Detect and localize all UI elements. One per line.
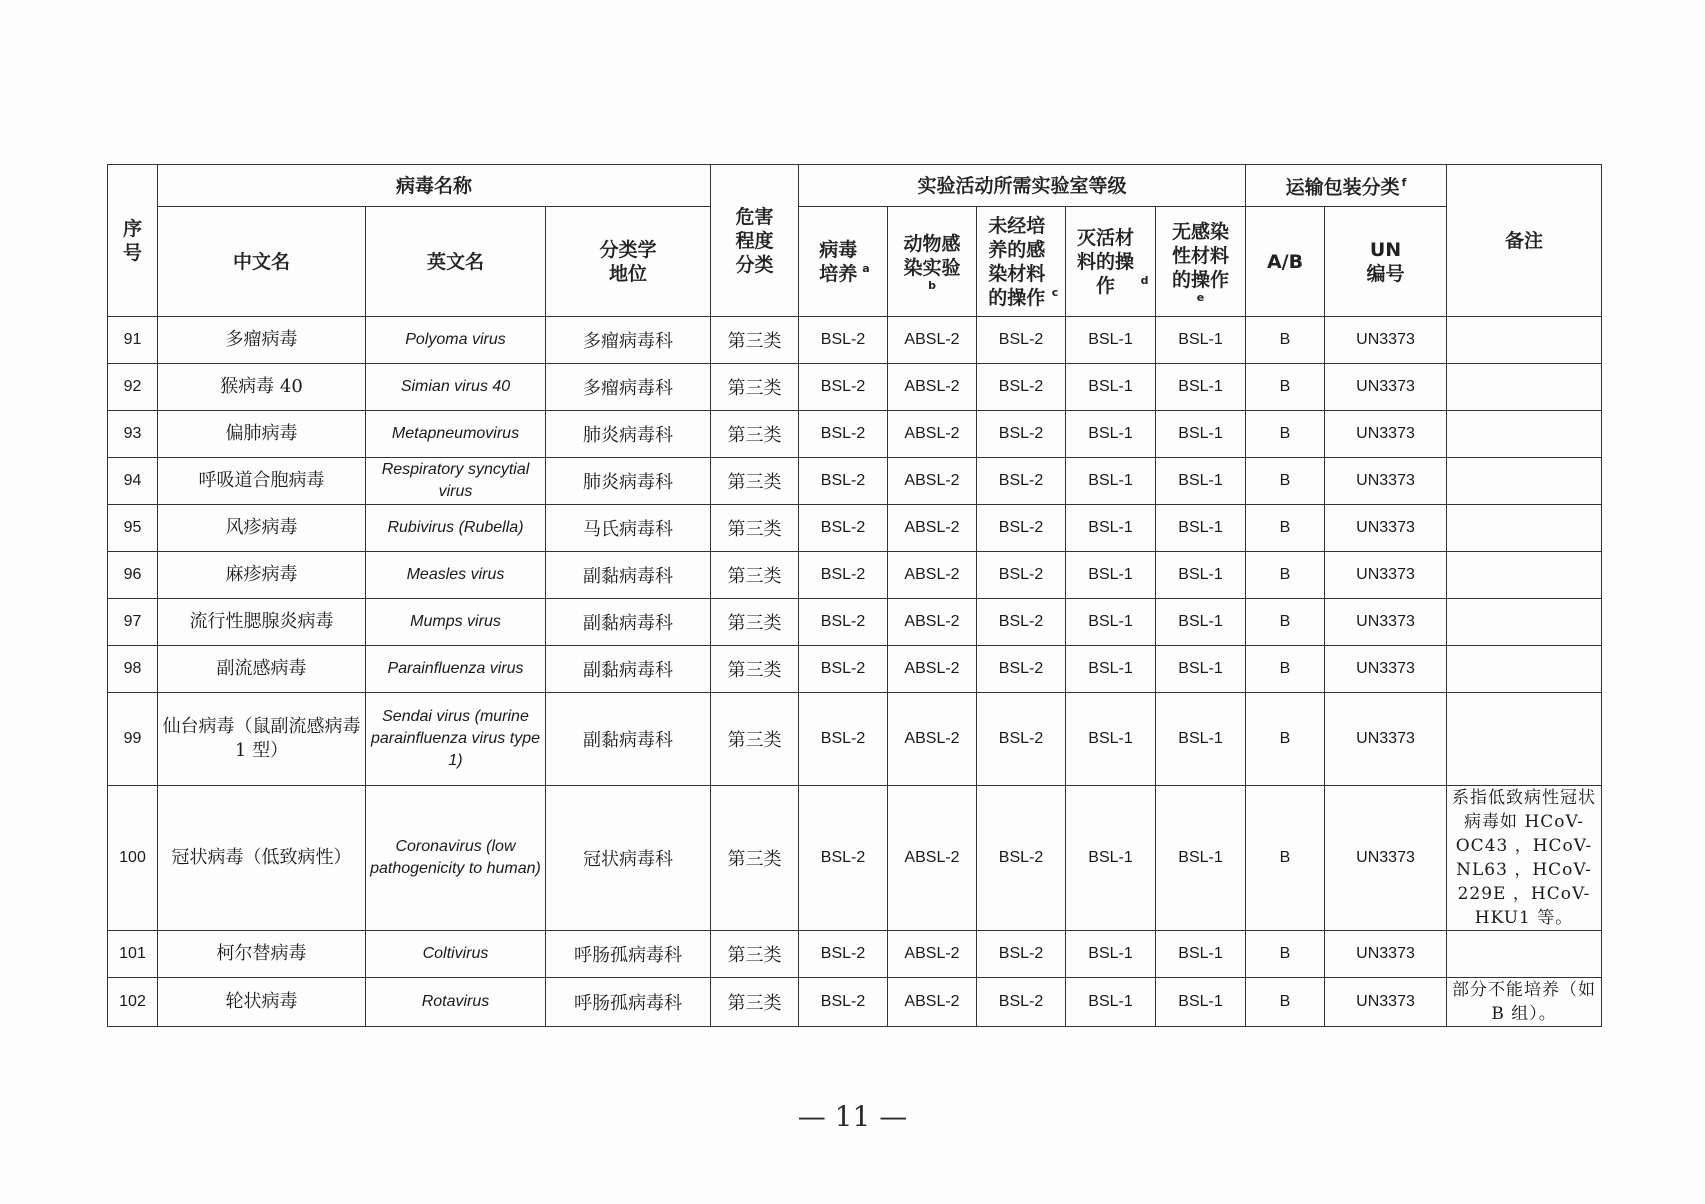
un-number: UN3373 bbox=[1325, 599, 1447, 646]
uncultured-material-level: BSL-2 bbox=[977, 978, 1066, 1027]
header-un: UN编号 bbox=[1325, 207, 1447, 317]
header-en-name: 英文名 bbox=[366, 207, 546, 317]
non-infectious-material-level: BSL-1 bbox=[1156, 786, 1246, 931]
taxon: 多瘤病毒科 bbox=[546, 317, 711, 364]
taxon: 副黏病毒科 bbox=[546, 693, 711, 786]
virus-culture-level: BSL-2 bbox=[799, 599, 888, 646]
english-name: Simian virus 40 bbox=[366, 364, 546, 411]
taxon: 副黏病毒科 bbox=[546, 599, 711, 646]
header-hazard: 危害程度分类 bbox=[711, 165, 799, 317]
non-infectious-material-level: BSL-1 bbox=[1156, 411, 1246, 458]
animal-infection-level: ABSL-2 bbox=[888, 552, 977, 599]
transport-ab: B bbox=[1246, 411, 1325, 458]
remark bbox=[1447, 931, 1602, 978]
chinese-name: 仙台病毒（鼠副流感病毒 1 型） bbox=[158, 693, 366, 786]
header-virus-name: 病毒名称 bbox=[158, 165, 711, 207]
remark bbox=[1447, 599, 1602, 646]
english-name: Polyoma virus bbox=[366, 317, 546, 364]
hazard-class: 第三类 bbox=[711, 931, 799, 978]
animal-infection-level: ABSL-2 bbox=[888, 411, 977, 458]
uncultured-material-level: BSL-2 bbox=[977, 505, 1066, 552]
hazard-class: 第三类 bbox=[711, 978, 799, 1027]
animal-infection-level: ABSL-2 bbox=[888, 505, 977, 552]
header-taxon: 分类学地位 bbox=[546, 207, 711, 317]
transport-ab: B bbox=[1246, 458, 1325, 505]
virus-culture-level: BSL-2 bbox=[799, 364, 888, 411]
chinese-name: 柯尔替病毒 bbox=[158, 931, 366, 978]
header-transport: 运输包装分类 $^f$ bbox=[1246, 165, 1447, 207]
non-infectious-material-level: BSL-1 bbox=[1156, 317, 1246, 364]
header-virus-culture: 病毒培养 $^a$ bbox=[799, 207, 888, 317]
english-name: Parainfluenza virus bbox=[366, 646, 546, 693]
inactivated-material-level: BSL-1 bbox=[1066, 693, 1156, 786]
virus-culture-level: BSL-2 bbox=[799, 931, 888, 978]
english-name: Rubivirus (Rubella) bbox=[366, 505, 546, 552]
transport-ab: B bbox=[1246, 978, 1325, 1027]
animal-infection-level: ABSL-2 bbox=[888, 786, 977, 931]
english-name: Rotavirus bbox=[366, 978, 546, 1027]
inactivated-material-level: BSL-1 bbox=[1066, 458, 1156, 505]
transport-ab: B bbox=[1246, 317, 1325, 364]
uncultured-material-level: BSL-2 bbox=[977, 693, 1066, 786]
animal-infection-level: ABSL-2 bbox=[888, 646, 977, 693]
english-name: Coltivirus bbox=[366, 931, 546, 978]
inactivated-material-level: BSL-1 bbox=[1066, 978, 1156, 1027]
un-number: UN3373 bbox=[1325, 693, 1447, 786]
table-row bbox=[108, 978, 1602, 1027]
virus-culture-level: BSL-2 bbox=[799, 317, 888, 364]
chinese-name: 猴病毒 40 bbox=[158, 364, 366, 411]
inactivated-material-level: BSL-1 bbox=[1066, 599, 1156, 646]
page-number: — 11 — bbox=[797, 1100, 908, 1133]
header-cn-name: 中文名 bbox=[158, 207, 366, 317]
uncultured-material-level: BSL-2 bbox=[977, 646, 1066, 693]
non-infectious-material-level: BSL-1 bbox=[1156, 646, 1246, 693]
english-name: Metapneumovirus bbox=[366, 411, 546, 458]
table-row bbox=[108, 458, 1602, 505]
chinese-name: 麻疹病毒 bbox=[158, 552, 366, 599]
english-name: Coronavirus (low pathogenicity to human) bbox=[366, 786, 546, 931]
taxon: 呼肠孤病毒科 bbox=[546, 931, 711, 978]
hazard-class: 第三类 bbox=[711, 458, 799, 505]
english-name: Respiratory syncytial virus bbox=[366, 458, 546, 505]
un-number: UN3373 bbox=[1325, 505, 1447, 552]
header-remark: 备注 bbox=[1447, 165, 1602, 317]
animal-infection-level: ABSL-2 bbox=[888, 599, 977, 646]
remark bbox=[1447, 646, 1602, 693]
taxon: 肺炎病毒科 bbox=[546, 411, 711, 458]
table-header bbox=[108, 165, 1602, 317]
non-infectious-material-level: BSL-1 bbox=[1156, 599, 1246, 646]
row-number: 97 bbox=[108, 599, 158, 646]
remark bbox=[1447, 317, 1602, 364]
un-number: UN3373 bbox=[1325, 646, 1447, 693]
animal-infection-level: ABSL-2 bbox=[888, 693, 977, 786]
un-number: UN3373 bbox=[1325, 978, 1447, 1027]
uncultured-material-level: BSL-2 bbox=[977, 458, 1066, 505]
remark bbox=[1447, 411, 1602, 458]
animal-infection-level: ABSL-2 bbox=[888, 364, 977, 411]
un-number: UN3373 bbox=[1325, 411, 1447, 458]
taxon: 多瘤病毒科 bbox=[546, 364, 711, 411]
hazard-class: 第三类 bbox=[711, 552, 799, 599]
taxon: 呼肠孤病毒科 bbox=[546, 978, 711, 1027]
virus-culture-level: BSL-2 bbox=[799, 505, 888, 552]
taxon: 马氏病毒科 bbox=[546, 505, 711, 552]
uncultured-material-level: BSL-2 bbox=[977, 931, 1066, 978]
english-name: Sendai virus (murine parainfluenza virus type 1) bbox=[366, 693, 546, 786]
transport-ab: B bbox=[1246, 505, 1325, 552]
remark bbox=[1447, 364, 1602, 411]
header-animal-infection: 动物感染实验 b bbox=[888, 207, 977, 317]
table-row bbox=[108, 646, 1602, 693]
uncultured-material-level: BSL-2 bbox=[977, 364, 1066, 411]
table-row bbox=[108, 599, 1602, 646]
inactivated-material-level: BSL-1 bbox=[1066, 931, 1156, 978]
table-row bbox=[108, 505, 1602, 552]
non-infectious-material-level: BSL-1 bbox=[1156, 552, 1246, 599]
animal-infection-level: ABSL-2 bbox=[888, 978, 977, 1027]
row-number: 94 bbox=[108, 458, 158, 505]
hazard-class: 第三类 bbox=[711, 693, 799, 786]
non-infectious-material-level: BSL-1 bbox=[1156, 458, 1246, 505]
row-number: 98 bbox=[108, 646, 158, 693]
uncultured-material-level: BSL-2 bbox=[977, 786, 1066, 931]
header-non-infectious-material: 无感染性材料的操作 e bbox=[1156, 207, 1246, 317]
un-number: UN3373 bbox=[1325, 786, 1447, 931]
row-number: 100 bbox=[108, 786, 158, 931]
taxon: 肺炎病毒科 bbox=[546, 458, 711, 505]
uncultured-material-level: BSL-2 bbox=[977, 317, 1066, 364]
hazard-class: 第三类 bbox=[711, 317, 799, 364]
chinese-name: 多瘤病毒 bbox=[158, 317, 366, 364]
table-row bbox=[108, 411, 1602, 458]
table-row bbox=[108, 364, 1602, 411]
table-row bbox=[108, 552, 1602, 599]
non-infectious-material-level: BSL-1 bbox=[1156, 693, 1246, 786]
virus-culture-level: BSL-2 bbox=[799, 411, 888, 458]
english-name: Measles virus bbox=[366, 552, 546, 599]
inactivated-material-level: BSL-1 bbox=[1066, 646, 1156, 693]
transport-ab: B bbox=[1246, 931, 1325, 978]
non-infectious-material-level: BSL-1 bbox=[1156, 364, 1246, 411]
inactivated-material-level: BSL-1 bbox=[1066, 505, 1156, 552]
virus-culture-level: BSL-2 bbox=[799, 978, 888, 1027]
taxon: 副黏病毒科 bbox=[546, 646, 711, 693]
chinese-name: 副流感病毒 bbox=[158, 646, 366, 693]
virus-culture-level: BSL-2 bbox=[799, 693, 888, 786]
header-ab: A/B bbox=[1246, 207, 1325, 317]
row-number: 99 bbox=[108, 693, 158, 786]
taxon: 副黏病毒科 bbox=[546, 552, 711, 599]
remark bbox=[1447, 458, 1602, 505]
animal-infection-level: ABSL-2 bbox=[888, 931, 977, 978]
header-uncultured-material: 未经培养的感染材料的操作 $^c$ bbox=[977, 207, 1066, 317]
table-row bbox=[108, 693, 1602, 786]
remark: 系指低致病性冠状病毒如 HCoV-OC43 ，HCoV-NL63 ，HCoV-229E ，HCoV-HKU1 等。 bbox=[1447, 786, 1602, 931]
row-number: 96 bbox=[108, 552, 158, 599]
row-number: 91 bbox=[108, 317, 158, 364]
remark: 部分不能培养（如 B 组）。 bbox=[1447, 978, 1602, 1027]
table-row bbox=[108, 931, 1602, 978]
animal-infection-level: ABSL-2 bbox=[888, 458, 977, 505]
animal-infection-level: ABSL-2 bbox=[888, 317, 977, 364]
remark bbox=[1447, 693, 1602, 786]
remark bbox=[1447, 505, 1602, 552]
hazard-class: 第三类 bbox=[711, 599, 799, 646]
uncultured-material-level: BSL-2 bbox=[977, 599, 1066, 646]
row-number: 102 bbox=[108, 978, 158, 1027]
hazard-class: 第三类 bbox=[711, 364, 799, 411]
transport-ab: B bbox=[1246, 552, 1325, 599]
chinese-name: 风疹病毒 bbox=[158, 505, 366, 552]
non-infectious-material-level: BSL-1 bbox=[1156, 931, 1246, 978]
virus-culture-level: BSL-2 bbox=[799, 552, 888, 599]
header-lab-level: 实验活动所需实验室等级 bbox=[799, 165, 1246, 207]
non-infectious-material-level: BSL-1 bbox=[1156, 505, 1246, 552]
row-number: 92 bbox=[108, 364, 158, 411]
chinese-name: 流行性腮腺炎病毒 bbox=[158, 599, 366, 646]
remark bbox=[1447, 552, 1602, 599]
chinese-name: 呼吸道合胞病毒 bbox=[158, 458, 366, 505]
hazard-class: 第三类 bbox=[711, 646, 799, 693]
header-inactivated-material: 灭活材料的操作 $^d$ bbox=[1066, 207, 1156, 317]
chinese-name: 冠状病毒（低致病性） bbox=[158, 786, 366, 931]
row-number: 93 bbox=[108, 411, 158, 458]
un-number: UN3373 bbox=[1325, 458, 1447, 505]
inactivated-material-level: BSL-1 bbox=[1066, 411, 1156, 458]
transport-ab: B bbox=[1246, 364, 1325, 411]
english-name: Mumps virus bbox=[366, 599, 546, 646]
transport-ab: B bbox=[1246, 693, 1325, 786]
virus-culture-level: BSL-2 bbox=[799, 646, 888, 693]
un-number: UN3373 bbox=[1325, 364, 1447, 411]
inactivated-material-level: BSL-1 bbox=[1066, 317, 1156, 364]
virus-classification-table bbox=[107, 164, 1602, 1027]
virus-culture-level: BSL-2 bbox=[799, 786, 888, 931]
table-body bbox=[108, 317, 1602, 1027]
un-number: UN3373 bbox=[1325, 931, 1447, 978]
un-number: UN3373 bbox=[1325, 317, 1447, 364]
header-no: 序号 bbox=[108, 165, 158, 317]
inactivated-material-level: BSL-1 bbox=[1066, 786, 1156, 931]
row-number: 101 bbox=[108, 931, 158, 978]
uncultured-material-level: BSL-2 bbox=[977, 552, 1066, 599]
inactivated-material-level: BSL-1 bbox=[1066, 364, 1156, 411]
chinese-name: 轮状病毒 bbox=[158, 978, 366, 1027]
hazard-class: 第三类 bbox=[711, 411, 799, 458]
taxon: 冠状病毒科 bbox=[546, 786, 711, 931]
virus-culture-level: BSL-2 bbox=[799, 458, 888, 505]
un-number: UN3373 bbox=[1325, 552, 1447, 599]
uncultured-material-level: BSL-2 bbox=[977, 411, 1066, 458]
hazard-class: 第三类 bbox=[711, 786, 799, 931]
table-row bbox=[108, 317, 1602, 364]
transport-ab: B bbox=[1246, 599, 1325, 646]
hazard-class: 第三类 bbox=[711, 505, 799, 552]
row-number: 95 bbox=[108, 505, 158, 552]
transport-ab: B bbox=[1246, 646, 1325, 693]
table-row bbox=[108, 786, 1602, 931]
chinese-name: 偏肺病毒 bbox=[158, 411, 366, 458]
transport-ab: B bbox=[1246, 786, 1325, 931]
non-infectious-material-level: BSL-1 bbox=[1156, 978, 1246, 1027]
inactivated-material-level: BSL-1 bbox=[1066, 552, 1156, 599]
